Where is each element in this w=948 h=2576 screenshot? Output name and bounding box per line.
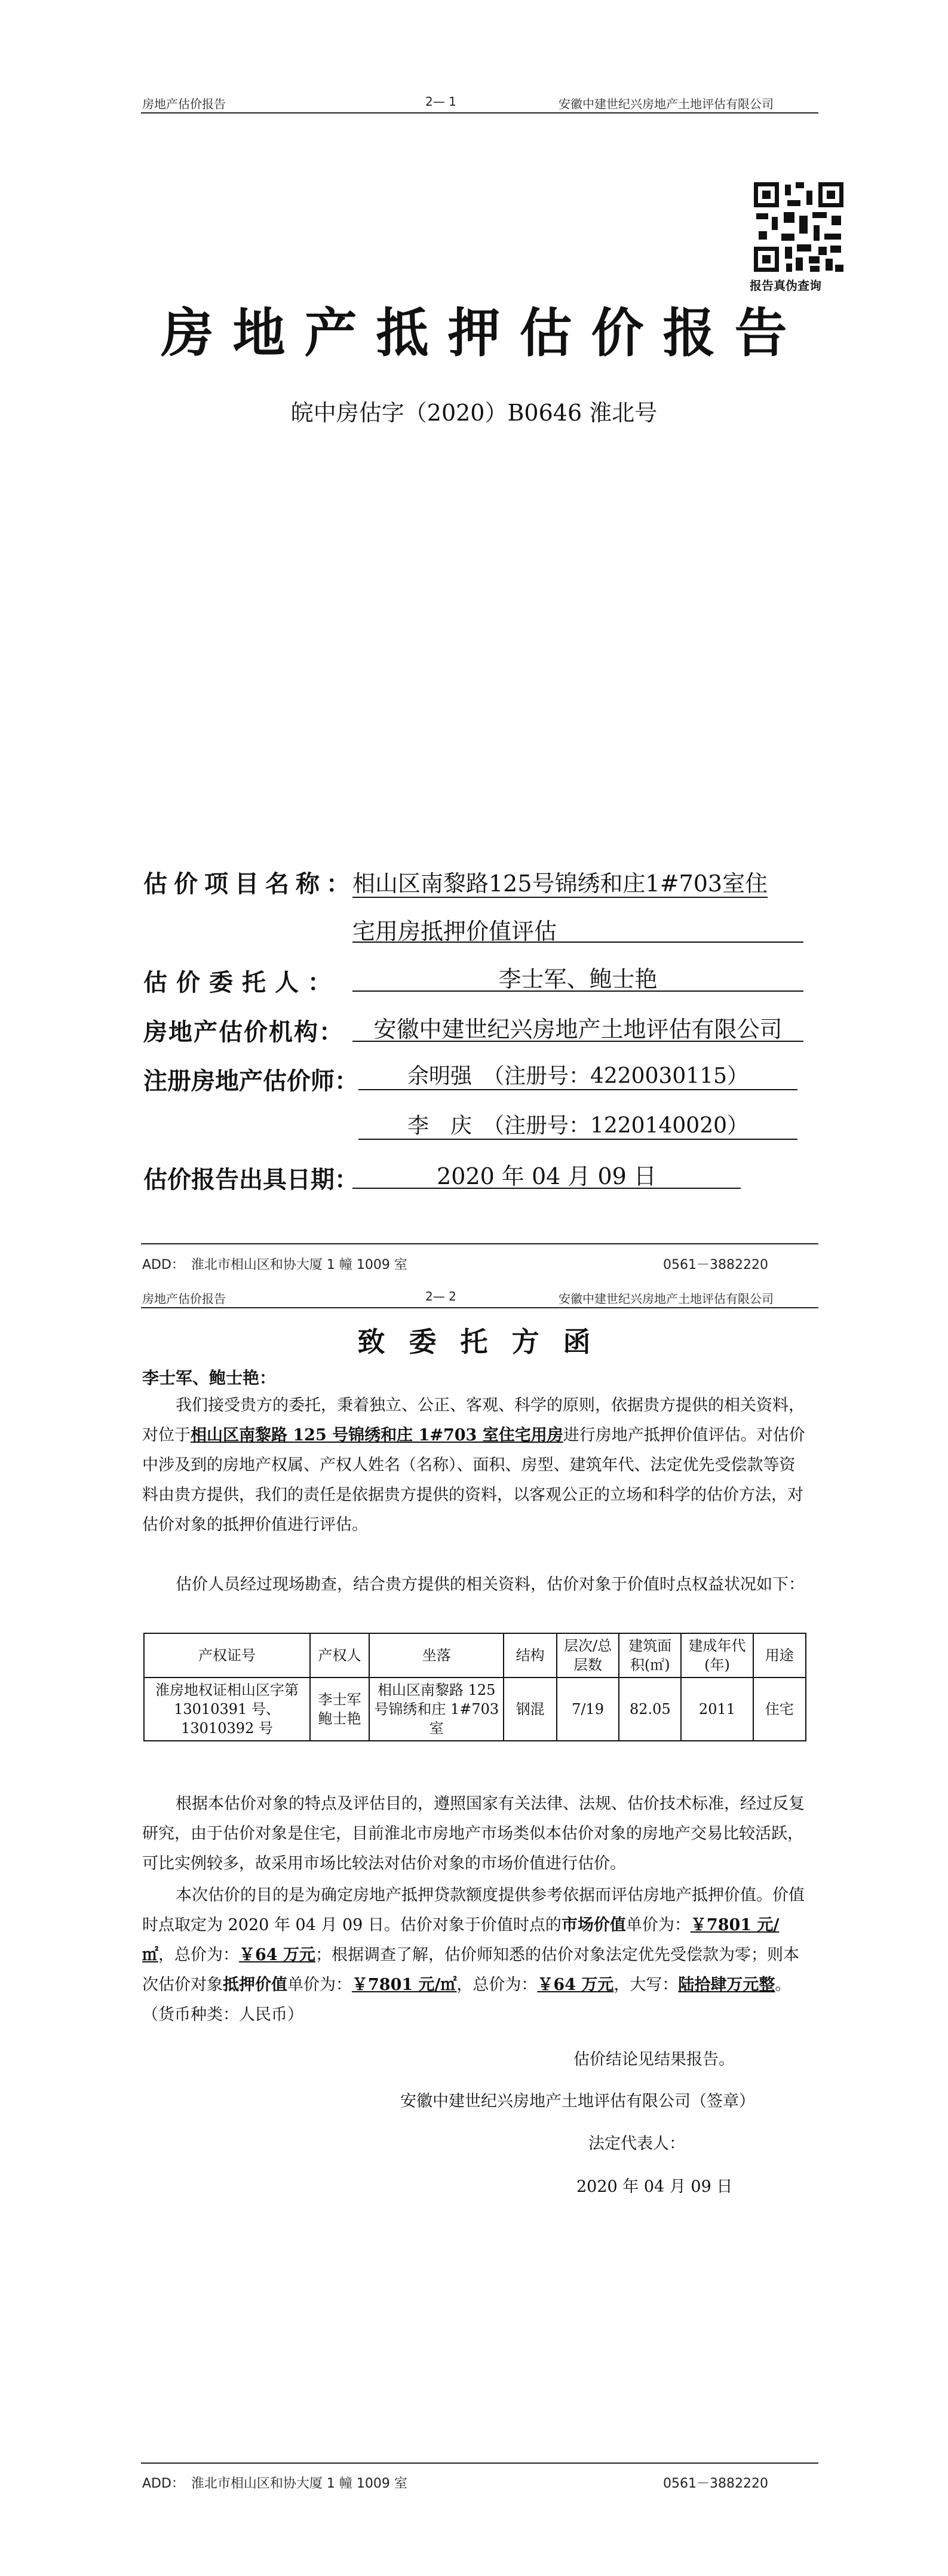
table-header-cell: 坐落 bbox=[369, 1633, 504, 1678]
table-header-cell: 产权人 bbox=[310, 1633, 369, 1678]
header-rule bbox=[141, 1307, 818, 1308]
project-name-line1: 相山区南黎路125号锦绣和庄1#703室住 bbox=[352, 870, 768, 897]
table-header-cell: 层次/总层数 bbox=[557, 1633, 619, 1678]
table-cell: 82.05 bbox=[619, 1678, 681, 1741]
table-header-cell: 建成年代(年) bbox=[681, 1633, 753, 1678]
footer-rule bbox=[141, 2462, 818, 2464]
letter-title: 致委托方函 bbox=[357, 1326, 615, 1358]
project-name-line2: 宅用房抵押价值评估 bbox=[352, 913, 803, 943]
report-number: 皖中房估字（2020）B0646 淮北号 bbox=[290, 400, 658, 426]
paragraph-1: 我们接受贵方的委托，秉着独立、公正、客观、科学的原则，依据贵方提供的相关资料，对位于相山区南黎路 125 号锦绣和庄 1#703 室住宅用房进行房地产抵押价值评估。对估价中涉及到的房地产权属、产权人姓名（名称）、面积、房型、建筑年代、法定优先受偿款等资料由贵方提供，我们的责任是依据贵方提供的资料，以客观公正的立场和科学的估价方法，对估价对象的抵押价值进行评估。 bbox=[142, 1396, 805, 1534]
table-header-cell: 结构 bbox=[504, 1633, 556, 1678]
table-cell: 李士军鲍士艳 bbox=[310, 1678, 369, 1741]
header-left: 房地产估价报告 bbox=[142, 1292, 226, 1306]
footer-address: ADD： 淮北市相山区和协大厦 1 幢 1009 室 bbox=[142, 1258, 407, 1272]
appraiser-2: 李 庆 （注册号：1220140020） bbox=[358, 1109, 797, 1140]
paragraph-3: 根据本估价对象的特点及评估目的，遵照国家有关法律、法规、估价技术标准，经过反复研究，由于估价对象是住宅，目前淮北市房地产市场类似本估价对象的房地产交易比较活跃，可比实例较多，故采用市场比较法对估价对象的市场价值进行估价。 bbox=[142, 1795, 805, 1873]
paragraph-2: 估价人员经过现场勘查，结合贵方提供的相关资料，估价对象于价值时点权益状况如下： bbox=[176, 1575, 805, 1594]
table-cell: 淮房地权证相山区字第 13010391 号、13010392 号 bbox=[144, 1678, 310, 1741]
table-header-cell: 产权证号 bbox=[144, 1633, 310, 1678]
salutation: 李士军、鲍士艳： bbox=[142, 1368, 277, 1388]
table-cell: 钢混 bbox=[504, 1678, 556, 1741]
footer-address: ADD： 淮北市相山区和协大厦 1 幢 1009 室 bbox=[142, 2476, 407, 2491]
header-page-number: 2— 2 bbox=[425, 1289, 456, 1304]
table-header-cell: 用途 bbox=[753, 1633, 806, 1678]
header-page-number: 2— 1 bbox=[425, 94, 456, 109]
agency-label: 房地产估价机构： bbox=[143, 1018, 344, 1046]
footer-rule bbox=[141, 1243, 818, 1244]
qr-code-icon[interactable] bbox=[754, 182, 843, 272]
legal-representative: 法定代表人： bbox=[588, 2135, 685, 2153]
appraiser-label: 注册房地产估价师： bbox=[143, 1067, 358, 1095]
agency-value: 安徽中建世纪兴房地产土地评估有限公司 bbox=[352, 1011, 803, 1042]
footer-phone: 0561－3882220 bbox=[663, 2476, 768, 2491]
footer-phone: 0561－3882220 bbox=[663, 1258, 768, 1272]
header-left: 房地产估价报告 bbox=[142, 97, 226, 111]
table-cell: 7/19 bbox=[557, 1678, 619, 1741]
client-label: 估价委托人： bbox=[143, 968, 340, 996]
paragraph-4: 本次估价的目的是为确定房地产抵押贷款额度提供参考依据而评估房地产抵押价值。价值时点取定为 2020 年 04 月 09 日。估价对象于价值时点的市场价值单价为：￥7801 元/㎡，总价为：￥64 万元；根据调查了解，估价师知悉的估价对象法定优先受偿款为零；则本次估价对象抵押价值单价为：￥7801 元/㎡，总价为：￥64 万元，大写：陆拾肆万元整。（货币种类：人民币） bbox=[142, 1886, 805, 2024]
report-title: 房地产抵押估价报告 bbox=[161, 302, 806, 364]
property-table bbox=[143, 1633, 806, 1741]
table-cell: 2011 bbox=[681, 1678, 753, 1741]
table-header-row bbox=[144, 1633, 806, 1678]
company-signature: 安徽中建世纪兴房地产土地评估有限公司（签章） bbox=[400, 2092, 755, 2111]
closing-note: 估价结论见结果报告。 bbox=[573, 2050, 735, 2069]
appraiser-1: 余明强 （注册号：4220030115） bbox=[358, 1059, 797, 1090]
table-header-cell: 建筑面积(㎡) bbox=[619, 1633, 681, 1678]
header-rule bbox=[141, 112, 818, 114]
table-row bbox=[144, 1678, 806, 1741]
table-cell: 相山区南黎路 125 号锦绣和庄 1#703 室 bbox=[369, 1678, 504, 1741]
client-value: 李士军、鲍士艳 bbox=[352, 961, 803, 992]
signature-date: 2020 年 04 月 09 日 bbox=[576, 2178, 733, 2196]
table-cell: 住宅 bbox=[753, 1678, 806, 1741]
issue-date-value: 2020 年 04 月 09 日 bbox=[352, 1158, 741, 1189]
qr-caption: 报告真伪查询 bbox=[750, 278, 821, 293]
header-company: 安徽中建世纪兴房地产土地评估有限公司 bbox=[559, 97, 774, 111]
project-name-label: 估价项目名称： bbox=[143, 870, 357, 898]
header-company: 安徽中建世纪兴房地产土地评估有限公司 bbox=[559, 1292, 774, 1306]
issue-date-label: 估价报告出具日期： bbox=[143, 1166, 358, 1194]
